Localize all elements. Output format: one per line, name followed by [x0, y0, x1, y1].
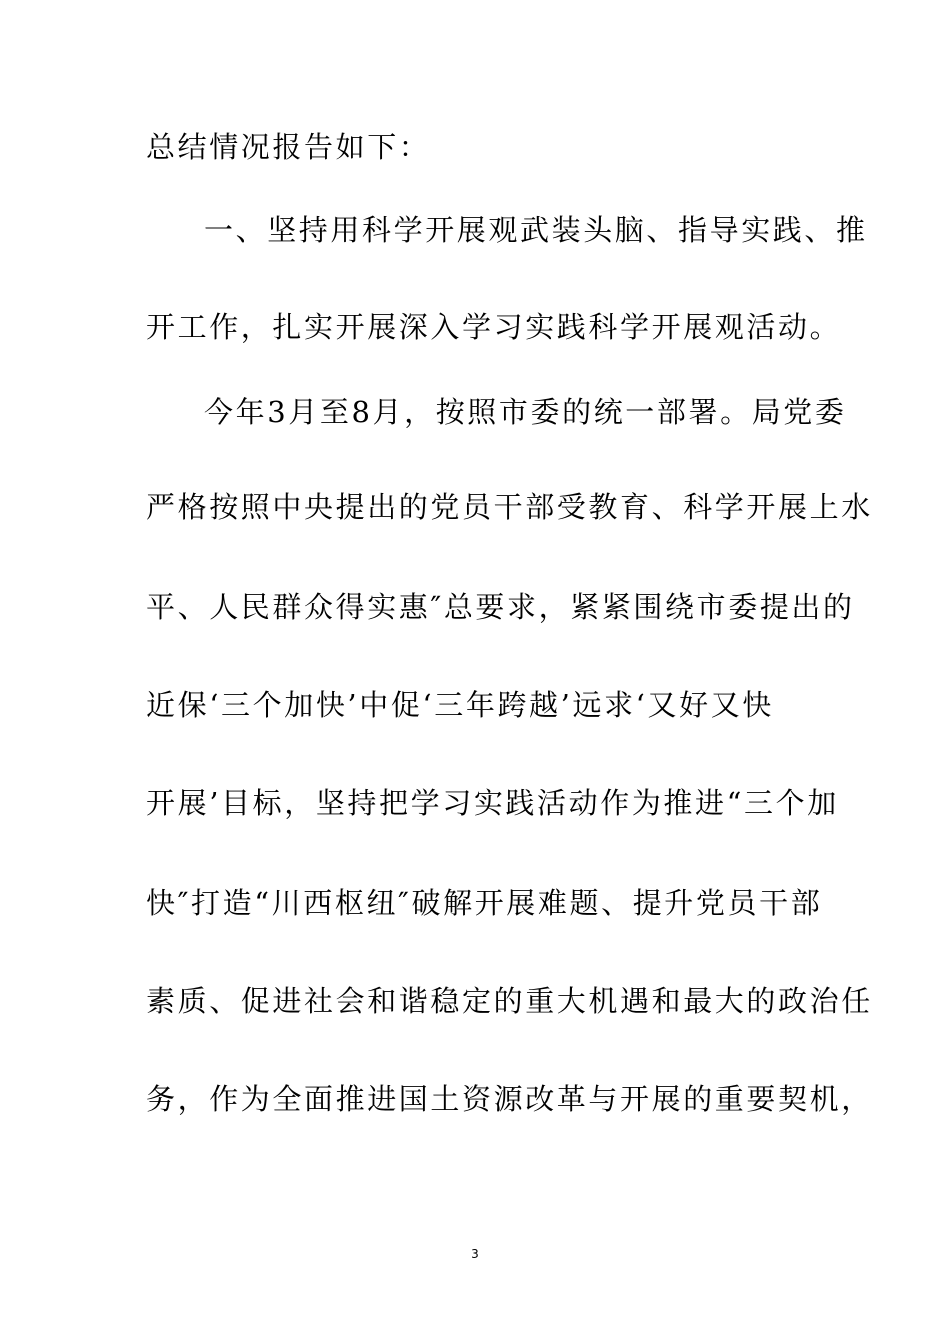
section-heading-line-1: 一、坚持用科学开展观武装头脑、指导实践、推: [204, 213, 868, 247]
paragraph-line-6: 快″打造“川西枢纽″破解开展难题、提升党员干部: [146, 886, 823, 920]
paragraph-line-8: 务，作为全面推进国土资源改革与开展的重要契机，: [146, 1082, 873, 1116]
paragraph-line-7: 素质、促进社会和谐稳定的重大机遇和最大的政治任: [146, 984, 873, 1018]
paragraph-line-5: 开展’目标，坚持把学习实践活动作为推进“三个加: [146, 786, 839, 820]
paragraph-line-2: 严格按照中央提出的党员干部受教育、科学开展上水: [146, 490, 873, 524]
paragraph-line-4: 近保‘三个加快’中促‘三年跨越’远求‘又好又快: [146, 688, 774, 722]
paragraph-line-3: 平、人民群众得实惠″总要求，紧紧围绕市委提出的: [146, 590, 855, 624]
section-heading-line-2: 开工作，扎实开展深入学习实践科学开展观活动。: [146, 310, 842, 344]
paragraph-line-1: 今年3月至8月，按照市委的统一部署。局党委: [204, 395, 847, 429]
page-number: 3: [471, 1247, 479, 1261]
text-line-1: 总结情况报告如下：: [146, 130, 431, 164]
